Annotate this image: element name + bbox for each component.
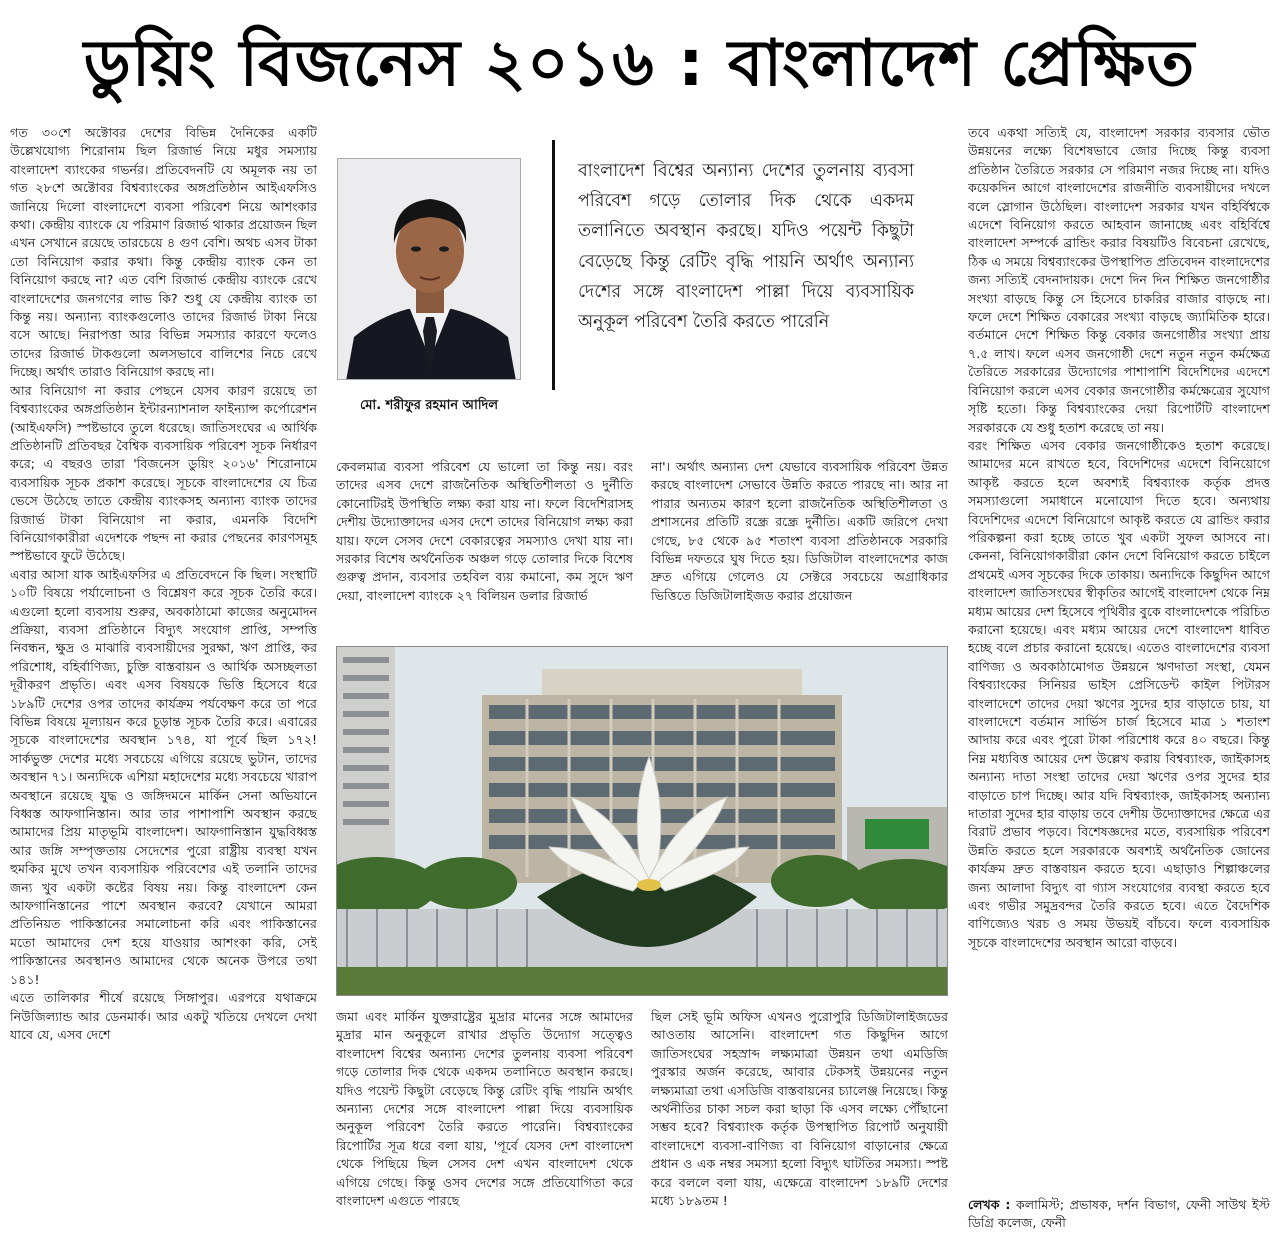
col4-para-2: বরং শিক্ষিত এসব বেকার জনগোষ্ঠীকেও হতাশ করেছে। আমাদের মনে রাখতে হবে, বিদেশিদের এদেশে বিনিয়োগে আকৃষ্ট করতে হলে অবশ্যই বিশ্বব্যাংক কর্তৃক প্রদত্ত সমস্যাগুলো সমাধানে মনোযোগ দিতে হবে। অন্যথায় বিদেশিদের এদেশে বিনিয়োগে আকৃষ্ট করতে যে ব্রান্ডিং করার পরিকল্পনা করা হচ্ছে তাতে খুব একটা সুফল আসবে না। কেননা, বিনিয়োগকারীরা কোন দেশে বিনিয়োগ করতে চাইলে প্রথমেই এসব সূচকের দিকে তাকায়। অন্যদিকে কিছুদিন আগে বাংলাদেশ জাতিসংঘের স্বীকৃতির আগেই বাংলাদেশ থেকে নিম্ন মধ্যম আয়ের দেশ হিসেবে পৃথিবীর বুকে বাংলাদেশকে পরিচিত করানো হয়েছে। এবং মধ্যম আয়ের দেশে বাংলাদেশ ধাবিত হচ্ছে বলে প্রচার করানো হয়েছে। এতেও বাংলাদেশের ব্যবসা বাণিজ্য ও অবকাঠামোগত উন্নয়নে ঋণদাতা সংস্থা, যেমন বিশ্বব্যাংকের সিনিয়র ভাইস প্রেসিডেন্ট কাইল পিটারস বাংলাদেশে তাদের দেয়া ঋণের সুদের হার বাড়াতে চায়, যা বাংলাদেশে বর্তমান সার্ভিস চার্জ হিসেবে মাত্র ১ শতাংশ আদায় করে এবং পুরো টাকা পরিশোধ করে ৪০ বছরে। কিন্তু নিম্ন মধ্যবিত্ত আয়ের দেশ উল্লেখ করায় বিশ্বব্যাংক, জাইকাসহ অন্যান্য দাতা সংস্থা তাদের দেয়া ঋণের ওপর সুদের হার বাড়াতে চাপ দিচ্ছে। আর যদি বিশ্বব্যাংক, জাইকাসহ অন্যান্য দাতারা সুদের হার বাড়ায় তবে দেশীয় উদ্যোক্তাদের ক্ষেত্রে এর বিরাট প্রভাব পড়বে। বিশেষজ্ঞদের মতে, ব্যবসায়িক পরিবেশ উন্নতি করতে হলে সরকারকে অবশ্যই অর্থনৈতিক জোনের কার্যক্রম দ্রুত বাস্তবায়ন করতে হবে। এছাড়াও শিল্পাঞ্চলের জন্য আলাদা বিদ্যুৎ বা গ্যাস সংযোগের ব্যবস্থা করতে হবে এবং গভীর সমুদ্রবন্দর তৈরি করতে হবে। এতে বৈদেশিক বাণিজ্যেও খরচ ও সময় উভয়ই বাঁচবে। ফলে ব্যবসায়িক সূচকে বাংলাদেশের অবস্থান আরো বাড়বে। xyxy=(968,437,1270,950)
pull-quote: বাংলাদেশ বিশ্বের অন্যান্য দেশের তুলনায় ব্যবসা পরিবেশ গড়ে তোলার দিক থেকে একদম তলানিতে অবস্থান করছে। যদিও পয়েন্ট কিছুটা বেড়েছে কিন্তু রেটিং বৃদ্ধি পায়নি অর্থাৎ অন্যান্য দেশের সঙ্গে বাংলাদেশ পাল্লা দিয়ে ব্যবসায়িক অনুকূল পরিবেশ তৈরি করতে পারেনি xyxy=(578,161,914,333)
author-credit xyxy=(968,1196,1270,1246)
col1-para-2: আর বিনিয়োগ না করার পেছনে যেসব কারণ রয়েছে তা বিশ্বব্যাংকের অঙ্গপ্রতিষ্ঠান ইন্টারন্যাশনাল ফাইন্যান্স কর্পোরেশন (আইএফসি) স্পষ্টভাবে তুলে ধরেছে। জাতিসংঘের এ আর্থিক প্রতিষ্ঠানটি প্রতিবছর বৈশ্বিক ব্যবসায়িক পরিবেশ সূচক নির্ধারণ করে; এ বছরও তারা 'বিজনেস ডুয়িং ২০১৬' শিরোনামে ব্যবসায়িক সূচক প্রকাশ করেছে। সূচকে বাংলাদেশের যে চিত্র ভেসে উঠেছে তাতে কেন্দ্রীয় ব্যাংকসহ অন্যান্য ব্যাংক তাদের রিজার্ভ টাকা বিনিয়োগ না করার, এমনকি বিদেশি বিনিয়োগকারীরা এদেশকে পছন্দ না করার পেছনের কারণসমূহ স্পষ্টভাবে ফুটে উঠেছে। xyxy=(10,382,317,564)
bangladesh-bank-photo xyxy=(336,646,948,996)
quote-divider xyxy=(552,140,555,390)
column-2-lower: জমা এবং মার্কিন যুক্তরাষ্ট্রের মুদ্রার মানের সঙ্গে আমাদের মুদ্রার মান অনুকূলে রাখার প্রভৃতি উদ্যোগ সত্ত্বেও বাংলাদেশ বিশ্বের অন্যান্য দেশের তুলনায় ব্যবসা পরিবেশ গড়ে তোলার দিক থেকে একদম তলানিতে অবস্থান করছে। যদিও পয়েন্ট কিছুটা বেড়েছে কিন্তু রেটিং বৃদ্ধি পায়নি অর্থাৎ অন্যান্য দেশের সঙ্গে বাংলাদেশ পাল্লা দিয়ে ব্যবসায়িক অনুকূল পরিবেশ তৈরি করতে পারেনি। বিশ্বব্যাংকের রিপোর্টির সূত্র ধরে বলা যায়, 'পূর্বে যেসব দেশ বাংলাদেশ থেকে পিছিয়ে ছিল সেসব দেশ এখন বাংলাদেশ থেকে এগিয়ে গেছে। কিন্তু ওসব দেশের সঙ্গে প্রতিযোগিতা করে বাংলাদেশ এগুতে পারছে xyxy=(336,1009,633,1209)
column-2-upper: কেবলমাত্র ব্যবসা পরিবেশ যে ভালো তা কিন্তু নয়। বরং তাদের এসব দেশে রাজনৈতিক অস্থিতিশীলতা ও দুর্নীতি কোনোটিরই উপস্থিতি লক্ষ্য করা যায় না। ফলে বিদেশিরাসহ দেশীয় উদ্যোক্তাদের এসব দেশে তাদের বিনিয়োগ লক্ষ্য করা যায়। ফলে সেসব দেশে বেকারত্বের সমস্যাও দেখা যায় না। সরকার বিশেষ অর্থনৈতিক অঞ্চল গড়ে তোলার দিকে বিশেষ গুরুত্ব প্রদান, ব্যবসার তহবিল ব্যয় কমানো, কম সুদে ঋণ দেয়া, বাংলাদেশ ব্যাংকে ২৭ বিলিয়ন ডলার রিজার্ভ xyxy=(336,459,633,603)
col1-para-1: গত ৩০শে অক্টোবর দেশের বিভিন্ন দৈনিকের একটি উল্লেখযোগ্য শিরোনাম ছিল রিজার্ভ নিয়ে মধুর সমস্যায় বাংলাদেশ ব্যাংকের গভর্নর। প্রতিবেদনটি যে অমূলক নয় তা গত ২৮শে অক্টোবর বিশ্বব্যাংকের অঙ্গপ্রতিষ্ঠান আইএফসিও জানিয়ে দিলো বাংলাদেশে ব্যবসা পরিবেশ নিয়ে আশংকার কথা। কেন্দ্রীয় ব্যাংকে যে পরিমাণ রিজার্ভ থাকার প্রয়োজন ছিল এখন সেখানে রয়েছে তারচেয়ে ৪ গুণ বেশি। অথচ এসব টাকা তো বিনিয়োগ করার কথা। কিন্তু কেন্দ্রীয় ব্যাংক কেন তা বিনিয়োগ করছে না? এত বেশি রিজার্ভ কেন্দ্রীয় ব্যাংকে রেখে বাংলাদেশের জনগণের লাভ কি? শুধু যে কেন্দ্রীয় ব্যাংক তা কিন্তু নয়। অন্যান্য ব্যাংকগুলোও তাদের রিজার্ভ টাকা নিয়ে বসে আছে। নিরাপত্তা আর বিভিন্ন সমস্যার কারণে ফলেও তাদের রিজার্ভ টাকগুলো অলসভাবে বালিশের নিচে রেখে দিচ্ছে। অর্থাৎ তারাও বিনিয়োগ করছে না। xyxy=(10,125,317,380)
col1-para-3: এবার আসা যাক আইএফসির এ প্রতিবেদনে কি ছিল। সংস্থাটি ১০টি বিষয়ে পর্যালোচনা ও বিশ্লেষণ করে সূচক তৈরি করে। এগুলো হলো ব্যবসায় শুরুর, অবকাঠামো কাজের অনুমোদন প্রক্রিয়া, ব্যবসা প্রতিষ্ঠানে বিদ্যুৎ সংযোগ প্রাপ্তি, সম্পত্তি নিবন্ধন, ক্ষুদ্র ও মাঝারি ব্যবসায়ীদের সুরক্ষা, ঋণ প্রাপ্তি, কর পরিশোধ, বহির্বাণিজ্য, চুক্তি বাস্তবায়ন ও আর্থিক অসচ্ছলতা দূরীকরণ প্রভৃতি। এবং এসব বিষয়কে ভিত্তি হিসেবে ধরে ১৮৯টি দেশের ওপর তাদের কার্যক্রম পর্যবেক্ষণ করে তা পরে বিভিন্ন বিষয়ে মূল্যায়ন করে চূড়ান্ত সূচক তৈরি করে। এবারের সূচকে বাংলাদেশের অবস্থান ১৭৪, যা পূর্বে ছিল ১৭২! সার্কভুক্ত দেশের মধ্যে সবচেয়ে এগিয়ে রয়েছে ভুটান, তাদের অবস্থান ৭১। অন্যদিকে এশিয়া মহাদেশের মধ্যে সবচেয়ে খারাপ অবস্থানে রয়েছে যুদ্ধ ও জঙ্গিদমনে মার্কিন সেনা অভিযানে বিধ্বস্ত আফগানিস্তান। আর তার পাশাপাশি অবস্থান করছে আমাদের প্রিয় মাতৃভূমি বাংলাদেশ। আফগানিস্তান যুদ্ধবিধ্বস্ত আর জঙ্গি সম্পৃক্ততায় সেদেশের পুরো রাষ্ট্রীয় ব্যবস্থা যখন হুমকির মুখে তখন ব্যবসায়িক পরিবেশের এই তলানি তাদের জন্য খুব একটা কষ্টের বিষয় নয়। কিন্তু বাংলাদেশ কেন আফগানিস্তানের পাশে অবস্থান করবে? যেখানে আমরা প্রতিনিয়ত পাকিস্তানের সমালোচনা করি এবং পাকিস্তানের মতো আমাদের দেশ হয়ে যাওয়ার আশংকা করি, সেই পাকিস্তানের অবস্থানও আমাদের থেকে অনেক উপরে তথা ১৪১! xyxy=(10,566,317,987)
col4-para-1: তবে একথা সত্যিই যে, বাংলাদেশ সরকার ব্যবসার ভৌত উন্নয়নের লক্ষ্যে বিশেষভাবে জোর দিচ্ছে কিন্তু ব্যবসা প্রতিষ্ঠান তৈরিতে সরকার সে পরিমাণ নজর দিচ্ছে না। যদিও কয়েকদিন আগে বাংলাদেশের রাজনীতি ব্যবসায়ীদের দখলে বলে স্লোগান উঠেছিল। বাংলাদেশ সরকার যখন বহির্বিশ্বকে এদেশে বিনিয়োগ করতে আহবান জানাচ্ছে এবং বহির্বিশ্বে বাংলাদেশ সম্পর্কে ব্রান্ডিং করার বিষয়টিও বিবেচনা রেখেছে, ঠিক এ সময়ে বিশ্বব্যাংকের উপস্থাপিত প্রতিবেদন বাংলাদেশের জন্য সত্যিই বেদনাদায়ক। দেশে দিন দিন শিক্ষিত জনগোষ্ঠীর সংখ্যা বাড়ছে কিন্তু সে হিসেবে চাকরির বাজার বাড়ছে না। ফলে দেশে শিক্ষিত বেকারের সংখ্যা বাড়ছে জ্যামিতিক হারে। বর্তমানে দেশে শিক্ষিত কিন্তু বেকার জনগোষ্ঠীর সংখ্যা প্রায় ৭.৫ লাখ। ফলে এসব জনগোষ্ঠী দেশে নতুন নতুন কর্মক্ষেত্র তৈরিতে সরকারের উদ্যোগের পাশাপাশি বিদেশিদের এদেশে বিনিয়োগ করলে এসব বেকার জনগোষ্ঠীর কর্মক্ষেত্রের সুযোগ সৃষ্টি হতো। কিন্তু বিশ্বব্যাংকের দেয়া রিপোর্টটি বাংলাদেশ সরকারকে যে শুধু হতাশ করেছে তা নয়। xyxy=(968,125,1270,435)
author-text: কলামিস্ট; প্রভাষক, দর্শন বিভাগ, ফেনী সাউথ ইস্ট ডিগ্রি কলেজ, ফেনী xyxy=(968,1197,1270,1231)
column-3-lower: ছিল সেই ভূমি অফিস এখনও পুরোপুরি ডিজিটালাইজডের আওতায় আসেনি। বাংলাদেশ গত কিছুদিন আগে জাতিসংঘের সহস্রাব্দ লক্ষ্যমাত্রা উন্নয়ন তথা এমডিজি পুরস্কার অর্জন করেছে, আবার টেকসই উন্নয়নের নতুন লক্ষ্যমাত্রা তথা এসডিজি বাস্তবায়নের চ্যালেঞ্জ নিয়েছে। কিন্তু অর্থনীতির চাকা সচল করা ছাড়া কি এসব লক্ষ্যে পৌঁছানো সম্ভব হবে? বিশ্বব্যাংক কর্তৃক উপস্থাপিত রিপোর্ট অনুযায়ী বাংলাদেশে ব্যবসা-বাণিজ্য বা বিনিয়োগ বাড়ানোর ক্ষেত্রে প্রধান ও এক নম্বর সমস্যা হলো বিদ্যুৎ ঘাটতির সমস্যা। স্পষ্ট করে বললে বলা যায়, এক্ষেত্রে বাংলাদেশ ১৮৯টি দেশের মধ্যে ১৮৯তম ! xyxy=(651,1009,948,1209)
column-3-upper: না'। অর্থাৎ অন্যান্য দেশ যেভাবে ব্যবসায়িক পরিবেশ উন্নত করছে বাংলাদেশ সেভাবে উন্নতি করতে পারছে না। আর না পারার অন্যতম কারণ হলো রাজনৈতিক অস্থিতিশীলতা ও প্রশাসনের প্রতিটি রন্ধ্রে রন্ধ্রে দুর্নীতি। একটি জরিপে দেখা গেছে, ৮৫ থেকে ৯৫ শতাংশ ব্যবসা প্রতিষ্ঠানকে সরকারি বিভিন্ন দফতরে ঘুষ দিতে হয়। ডিজিটাল বাংলাদেশের কাজ দ্রুত এগিয়ে গেলেও যে সেক্টরে সবচেয়ে অগ্রাধিকার ভিত্তিতে ডিজিটালাইজড করার প্রয়োজন xyxy=(651,459,948,603)
portrait-caption: মো. শরীফুর রহমান আদিল xyxy=(359,398,499,413)
column-4 xyxy=(968,124,1270,1190)
author-label: লেখক : xyxy=(968,1197,1011,1212)
column-1 xyxy=(10,124,317,1250)
headline: ডুয়িং বিজনেস ২০১৬ : বাংলাদেশ প্রেক্ষিত xyxy=(83,27,1196,101)
author-portrait xyxy=(337,158,521,380)
col1-para-4: এতে তালিকার শীর্ষে রয়েছে সিঙ্গাপুর। এরপরে যথাক্রমে নিউজিল্যান্ড আর ডেনমার্ক। আর একটু খতিয়ে দেখলে দেখা যাবে যে, এসব দেশে xyxy=(10,990,317,1042)
